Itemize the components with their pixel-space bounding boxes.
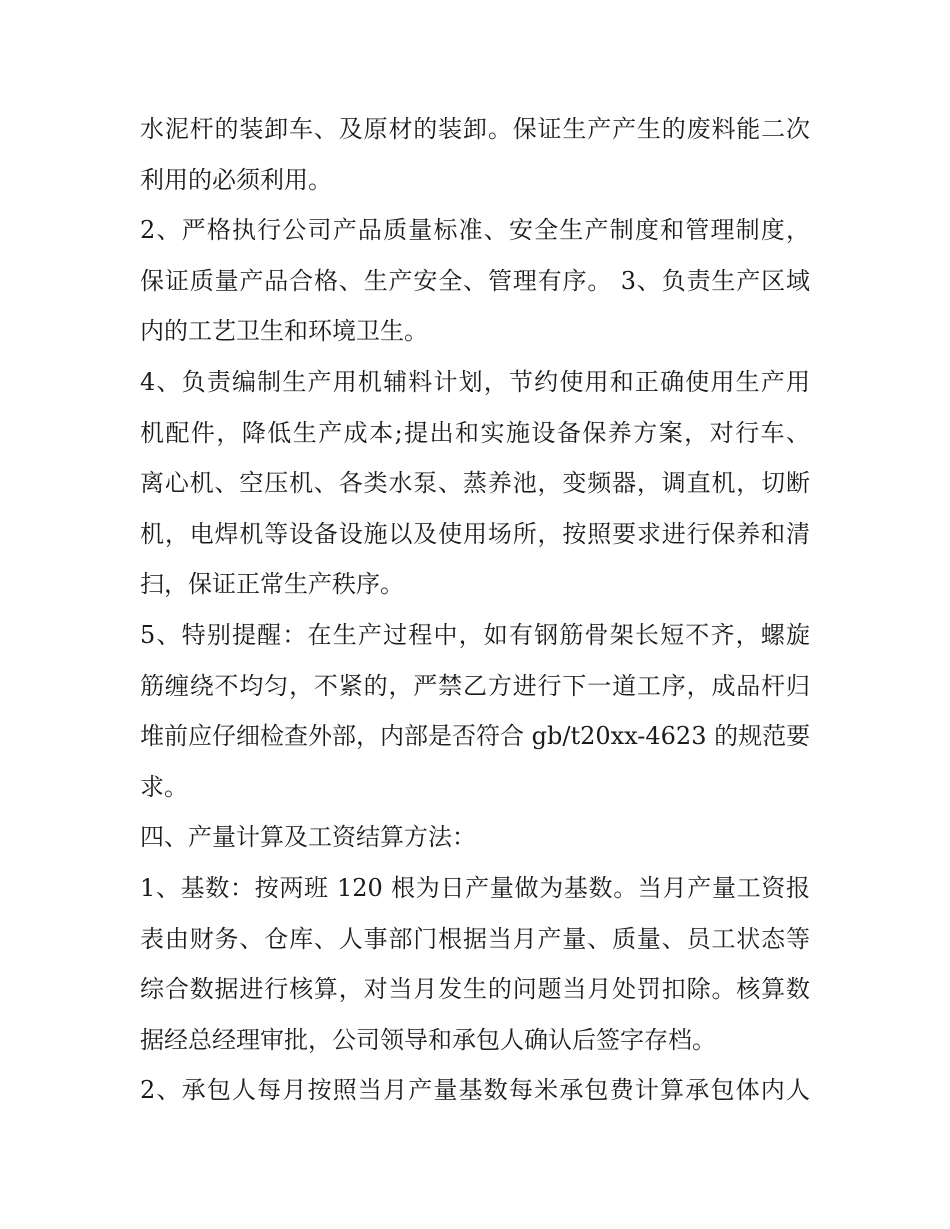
text-line: 内的工艺卫生和环境卫生。 [140,317,428,346]
text-line: 机，电焊机等设备设施以及使用场所，按照要求进行保养和清 [140,519,810,548]
text-line: 5、特别提醒：在生产过程中，如有钢筋骨架长短不齐，螺旋 [140,620,810,649]
text-line: 机配件，降低生产成本;提出和实施设备保养方案，对行车、 [140,418,810,447]
section-heading: 四、产量计算及工资结算方法： [140,823,476,852]
text-line: 水泥杆的装卸车、及原材的装卸。保证生产产生的废料能二次 [140,115,810,143]
text-line: 堆前应仔细检查外部，内部是否符合 gb/t20xx-4623 的规范要 [140,722,811,751]
text-line: 2、严格执行公司产品质量标准、安全生产制度和管理制度， [140,216,810,245]
document-body [140,104,820,1116]
text-line: 综合数据进行核算，对当月发生的问题当月处罚扣除。核算数 [140,975,810,1004]
text-line: 4、负责编制生产用机辅料计划，节约使用和正确使用生产用 [140,367,810,396]
text-line: 保证质量产品合格、生产安全、管理有序。 3、负责生产区域 [140,266,810,295]
text-line: 据经总经理审批，公司领导和承包人确认后签字存档。 [140,1025,716,1054]
text-line: 利用的必须利用。 [140,165,332,194]
text-line: 2、承包人每月按照当月产量基数每米承包费计算承包体内人 [140,1076,810,1105]
text-line: 筋缠绕不均匀，不紧的，严禁乙方进行下一道工序，成品杆归 [140,671,810,700]
text-line: 求。 [140,772,188,801]
text-line: 表由财务、仓库、人事部门根据当月产量、质量、员工状态等 [140,924,810,953]
text-line: 离心机、空压机、各类水泵、蒸养池，变频器，调直机，切断 [140,469,810,498]
text-line: 1、基数：按两班 120 根为日产量做为基数。当月产量工资报 [140,873,810,902]
text-line: 扫，保证正常生产秩序。 [140,570,404,599]
